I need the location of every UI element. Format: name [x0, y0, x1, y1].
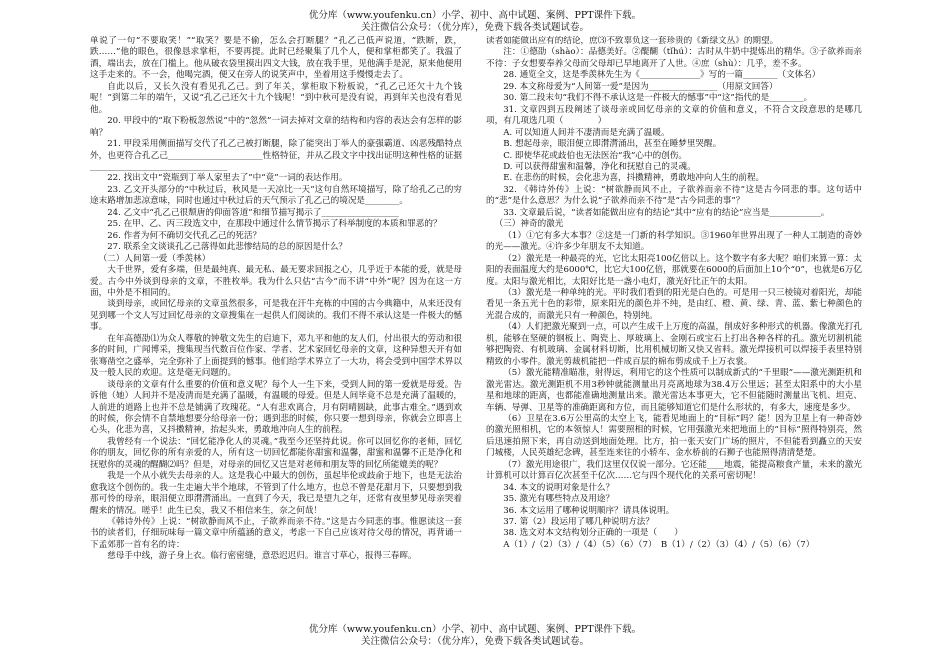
- right-paragraph: A. 可以知道人间并不凄清而是充满了温暖。: [503, 127, 670, 138]
- left-paragraph: 27. 联系全文谈谈孔乙己落得如此悲惨结局的总的原因是什么？: [107, 242, 348, 253]
- right-paragraph: 28. 通览全文，这是季羡林先生为《______________》写的一篇________（文体名）: [503, 70, 821, 81]
- left-paragraph: 21. 甲段采用侧面描写交代了孔乙己被打断腿，除了能突出丁举人的豪强霸道、凶恶残酷特点外，也更符合孔乙己______________________性格特征，并从乙段文字中找出证明这种性格的证据________________________________: [90, 139, 462, 172]
- left-paragraph: 慈母手中线，游子身上衣。临行密密缝，意恐迟迟归。谁言寸草心，报得三春晖。: [107, 551, 417, 562]
- right-paragraph: 读者如能做出应有的结论，庶⑶不致辜负这一套珍贵的《新绿文丛》的期望。: [486, 36, 779, 46]
- right-paragraph: A（1）/（2）（3）/（4）（5）（6）（7） B（1）/（2）（3）（4）/（5）（6）（7）: [503, 539, 815, 550]
- left-paragraph: 单说了一句“不要取笑！”“取笑？要是不偷，怎么会打断腿？”孔乙己低声说道，“跌断，跌，跌……”他的眼色，很像恳求掌柜，不要再提。此时已经聚集了几个人，便和掌柜都笑了。我温了酒，端出去，放在门槛上。他从破衣袋里摸出四文大钱，放在我手里，见他满手是泥，原来他便用这手走来的。不一会，他喝完酒，便又在旁人的说笑声中，坐着用这手慢慢走去了。: [90, 36, 462, 81]
- right-paragraph: 34. 本文的说明对象是什么？: [503, 482, 615, 493]
- right-paragraph: （3）激光是一种单纯的光。平时我们看到的阳光是白色的。可是用一只三棱镜对着阳光，却能看见一条五光十色的彩带，原来阳光的颜色并不纯，是由红、橙、黄、绿、青、蓝、紫七种颜色的光混合成的，而激光只有一种颜色，特别纯。: [486, 287, 862, 321]
- left-paragraph: 大千世界，爱有多端，但是最纯真、最无私、最无要求回报之心，几乎近于本能的爱，就是母爱。古今中外谈到母亲的文章，不胜枚举。我为什么只估“古今”而不讲“中外”呢？因为在这一方面，中外是不相同的。: [90, 265, 462, 298]
- right-paragraph: D. 可以获得甜蜜和温馨，净化和抚慰自己的灵魂。: [503, 161, 696, 172]
- left-paragraph: 谈母亲的文章有什么重要的价值和意义呢？每个人一生下来，受到人间的第一爱就是母爱。告诉他（她）人间并不是凌清而是充满了温暖，有温暖的母爱。但是人间毕竟不总是充满了温暖的，人前进的道路上也并不总是铺满了玫瑰花。“人有悲欢离合，月有阴晴圆缺，此事古难全。”遇到欢的时候，你会情不自禁地想要分给母亲一份；遇到悲的时候，你只要一想到母亲，你就会立即喜上心头，化悲为喜，又抖擞精神，抬起头来，勇敢地冲向人生的前程。: [90, 379, 462, 436]
- right-paragraph: 31. 文章四到五段阐述了谈母亲或回忆母亲的文章的价值和意义，不符合文段意思的是哪几项，有几项选几项（ ）: [486, 104, 862, 127]
- right-paragraph: 29. 本文称母爱为“人间第一爱”是因为________________（用原文回答）: [503, 81, 778, 92]
- left-paragraph: 《韩诗外传》上说：“树欲静而风不止，子欲养而亲不待。”这是古今同悲的事。惟愿读这一套书的读者们，仔细玩味每一篇文章中所蕴涵的意义，考虑一下自己应该对待父母的情况，再背诵一下孟郊那一首有名的诗：: [90, 517, 462, 550]
- left-paragraph: 22. 找出文中“瓷瓶到丁举人家里去了”中“竟”一词的表达作用。: [107, 173, 348, 184]
- right-paragraph: 38. 选文对本文结构划分正确的一项是（ ）: [503, 528, 683, 539]
- right-paragraph: （1）①它有多大本事？②这是一门新的科学知识。③1960年世界出现了一种人工制造的奇妙的光——激光。④许多少年朋友不太知道。: [486, 230, 862, 253]
- right-paragraph: （5）激光能精准瞄准，射得远，利用它的这个性质可以制成新式的“千里眼”——激光测距机和激光雷达。激光测距机不用3秒钟就能测量出月亮离地球为38.4万公里远；甚至太阳系中的大小星星和地球的距离，也都能准确地测量出来。激光雷达本事更大，它不但能随时测量出飞机、坦克、车辆、导弹、卫星等的准确距离和方位，而且能够知道它们是什么形状的，有多大，速度是多少。: [486, 368, 862, 413]
- left-paragraph: 自此以后，又长久没有看见孔乙己。到了年关，掌柜取下粉板说，“孔乙己还欠十九个钱呢！”到第二年的端午，又说“孔乙己还欠十九个钱呢！”到中秋可是没有说，再到年关也没有看见他。: [90, 81, 462, 115]
- left-paragraph: 24. 乙文中“孔乙己很颓唐的仰面答道”和细节描写揭示了__________________: [107, 207, 399, 218]
- left-paragraph: 25. 在甲、乙、丙三段选文中，在那段中通过什么情节揭示了科举制度的本质和罪恶的？: [107, 219, 442, 230]
- right-paragraph: B. 想起母亲，眼泪便立即潸潸涌出，甚至在睡梦里哭醒。: [503, 139, 722, 150]
- left-paragraph: 26. 作者为何不确切交代孔乙己的死活？: [107, 230, 262, 241]
- left-paragraph: 20. 甲段中的“取下粉板忽然说”中的“忽然”一词去掉对文章的结构和内容的表达会有怎样的影响？: [90, 116, 462, 138]
- left-paragraph: 23. 乙文开头部分的“中秋过后，秋风是一天凉比一天”这句自然环境描写，除了给孔乙己的穷途末路增加悲凉意味，同时也通过中秋过后的天气预示了孔乙己的境况是________。: [90, 184, 462, 207]
- right-paragraph: 注：①德劭（shào）：品德美好。②醍醐（tǐhú）：古时从牛奶中提炼出的精华。③子欲养而亲不待：子女想要奉养父母而父母却已早地离开了人世。④庶（shù）：几乎，差不多。: [486, 47, 862, 69]
- right-paragraph: 30. 第二段末句“我们不得不承认这是一件极大的憾事”中“这”指代的是________。: [503, 93, 813, 104]
- right-paragraph: 36. 本文运用了哪种说明顺序？请具体说明。: [503, 505, 675, 516]
- left-paragraph: 我曾经有一个说法：“回忆能净化人的灵魂。”我至今还坚持此说。你可以回忆你的老师，回忆你的朋友，回忆你的所有亲爱的人，所有这一切回忆都能你甜蜜和温馨，甜蜜和温馨不正是净化和抚慰你的灵魂的醒醐⑵吗？但是，对母亲的回忆又岂是对老师和朋友等的回忆所能媲美的呢？: [90, 436, 462, 470]
- right-column: [486, 36, 862, 622]
- right-paragraph: （2）激光是一种最亮的光，它比太阳亮100亿倍以上。这个数字有多大呢？咱们来算一算：太阳的表面温度大约是6000℃，比它大100亿倍，那就要在6000的后面加上10个“0”，也就是6万亿度。太阳与激光相比，太阳好比是一盏小电灯，激光好比正午的太阳。: [486, 253, 862, 287]
- right-paragraph: （三）神奇的激光: [494, 219, 564, 230]
- left-column: [90, 36, 462, 622]
- right-paragraph: （6）卫星在3.6万公里高的太空上飞，能看见地面上的“目标”吗？能！因为卫星上有一种奇妙的激光照相机，它的本领惊人！需要照相的时候，它用强激光来把地面上的“目标”照得特别亮，然后迅速拍照下来，再自动送到地面处理。比方，拍一张天安门广场的照片，不但能看到矗立的天安门城楼，人民英雄纪念碑，甚至连来往的小轿车、金水桥前的石狮子也能照得清清楚楚。: [486, 413, 862, 459]
- right-paragraph: （4）人们把激光聚到一点，可以产生成千上万度的高温，削成好多种形式的机器。像激光打孔机，能够在坚硬的钢板上、陶瓷上、厚玻璃上、金刚石或宝石上打出各种各样的孔。激光切割机能够把陶瓷、有机玻璃、金属材料切断，比用机械切断又快又省料。激光焊接机可以焊接手表里特别精致的小零件。激光剪裁机能把一件成百层的棉布剪成成千上万衣裳。: [486, 322, 862, 367]
- right-paragraph: （7）激光用途很广，我们这里仅仅说一部分。它还能____地震，能提高粮食产量，未来的激光计算机可以计算百亿次甚至千亿次……它与四个现代化的关系可密切呢！: [486, 459, 862, 482]
- header-line-1: 优分库（www.youfenku.cn）小学、初中、高中试题、案例、PPT课件下载。: [308, 10, 642, 21]
- right-paragraph: E. 在悲伤的时候，会化悲为喜，抖擞精神，勇敢地冲向人生的前程。: [503, 173, 765, 184]
- right-paragraph: 35. 激光有哪些特点及用途？: [503, 494, 615, 505]
- right-paragraph: C. 即使华花或歧伯也无法医治“我”心中的创伤。: [503, 150, 687, 161]
- left-paragraph: 谈到母亲，或回忆母亲的文章虽然很多，可是我在汗牛充栋的中国的古今典籍中，从来还没有见到哪一个文人写过回忆母亲的文章搜集在一起供人们阅读的。我们不得不承认这是一件极大的憾事。: [90, 299, 462, 333]
- page-footer: [0, 624, 950, 648]
- left-paragraph: 在年高德劭⑴为众人尊敬的钟敬文先生的启迪下，邓九平和他的友人们，付出很大的劳动和很多的时间，广闻博采，搜集现当代数百位作家、学者、艺术家回忆母亲的文章，这种异想天开有如张骞凿空之盛举，完全弥补了上面提到的憾事。他们给学术界立了一大功，将会受到中国学术界以及一般人民的欢迎。这是毫无问题的。: [90, 333, 462, 379]
- left-paragraph: 我是一个从小就失去母亲的人。这是我心中最大的创伤，虽起毕伦或歧俞于地下，也是无法治愈我这个创伤的。我一生走遍大半个地球，不管到了什么地方，也总不曾是花甜月下，只要想到我那可怜的母亲，眼泪便立即潸潸涌出。一直到了今天，我已是望九之年，还常有夜里梦见母亲哭着醒来的情况。嗟乎！此生已矣，我又不相信来生，奈之何哉！: [90, 471, 462, 516]
- right-paragraph: 33. 文章最后说，“读者如能做出应有的结论”其中“应有的结论”应当是____________。: [503, 207, 830, 218]
- footer-line-1: 优分库（www.youfenku.cn）小学、初中、高中试题、案例、PPT课件下载。: [308, 624, 642, 635]
- page-header: [0, 10, 950, 34]
- footer-line-2: 关注微信公众号：（优分库），免费下载各类试题试卷。: [360, 636, 589, 647]
- left-paragraph: （二）人间第一爱（季羡林）: [98, 253, 211, 264]
- right-paragraph: 37. 第（2）段运用了哪几种说明方法？: [503, 517, 654, 528]
- header-line-2: 关注微信公众号：（优分库），免费下载各类试题试卷。: [360, 22, 589, 33]
- right-paragraph: 32. 《韩诗外传》上说：“树欲静而风不止，子欲养而亲不待”这是古今同悲的事。这句话中的“悲”是什么意思？为什么说“子欲养而亲不待”是“古今同悲的事”？: [486, 184, 862, 207]
